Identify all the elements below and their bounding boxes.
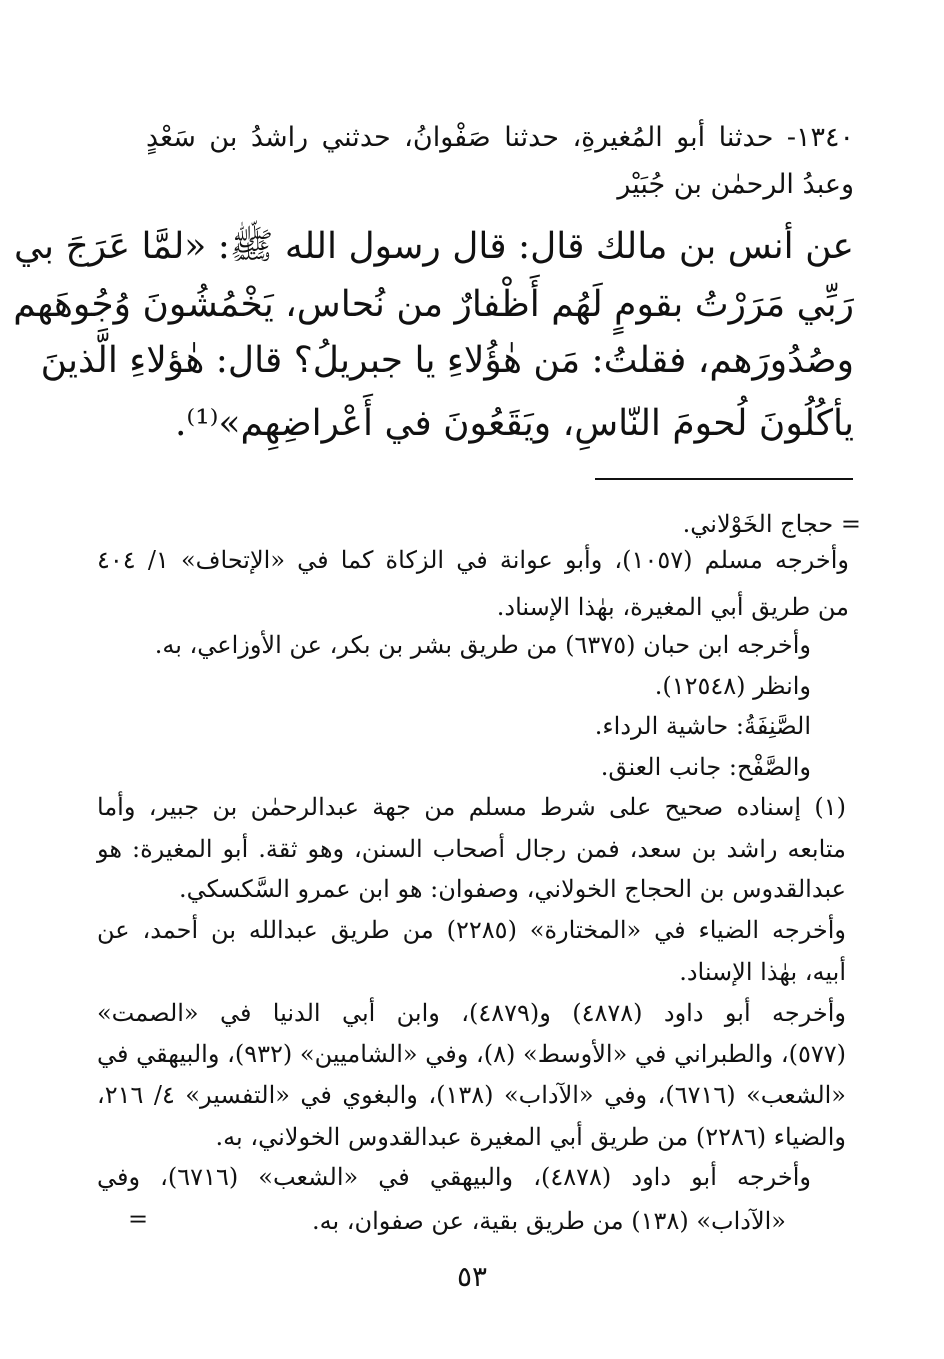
footnote-line: الصَّنِفَةُ: حاشية الرداء. [594,712,811,740]
page-number: ٥٣ [456,1260,488,1293]
footnote-1-line: وأخرجه الضياء في «المختارة» (٢٢٨٥) من طريق عبدالله بن أحمد، عن [97,916,847,944]
hadith-isnad-line-1: ١٣٤٠- حدثنا أبو المُغيرةِ، حدثنا صَفْوانُ، حدثني راشدُ بن سَعْدٍ [146,122,854,153]
footnote-1-line: (١) إسناده صحيح على شرط مسلم من جهة عبدالرحمٰن بن جبير، وأما [97,793,846,821]
continuation-mark: = [128,1205,149,1233]
footnote-line: وانظر (١٢٥٤٨). [654,672,811,700]
footnote-line: = حجاج الخَوْلاني. [682,510,861,538]
footnote-1-line: «الشعب» (٦٧١٦)، وفي «الآداب» (١٣٨)، والبغوي في «التفسير» ٤/ ٢١٦، [97,1081,846,1109]
footnote-line: والصَّفْح: جانب العنق. [600,753,811,781]
footnote-1-line: أبيه، بهٰذا الإسناد. [679,958,846,986]
hadith-text-line-4: يأكُلُونَ لُحومَ النّاسِ، ويَقَعُونَ في أَعْراضِهِم»⁽¹⁾. [174,403,854,444]
footnote-1-line: «الآداب» (١٣٨) من طريق بقية، عن صفوان، به. [311,1207,786,1235]
hadith-text-line-1: عن أنس بن مالك قال: قال رسول الله ﷺ: «لمَّا عَرَجَ بي [14,226,854,267]
footnote-1-line: عبدالقدوس بن الحجاج الخولاني، وصفوان: هو ابن عمرو السَّكسكي. [178,875,846,903]
footnote-1-line: وأخرجه أبو داود (٤٨٧٨) و(٤٨٧٩)، وابن أبي الدنيا في «الصمت» [97,999,847,1027]
footnote-line: من طريق أبي المغيرة، بهٰذا الإسناد. [496,593,849,621]
footnote-1-line: متابعه راشد بن سعد، فمن رجال أصحاب السنن، وهو ثقة. أبو المغيرة: هو [97,835,846,863]
footnote-separator [595,478,853,480]
hadith-text-line-3: وصُدُورَهم، فقلتُ: مَن هٰؤُلاءِ يا جبريلُ؟ قال: هٰؤلاءِ الَّذينَ [40,340,854,381]
hadith-text-line-2: رَبِّي مَرَرْتُ بقومٍ لَهُم أَظْفارٌ من نُحاس، يَخْمُشُونَ وُجُوهَهم [13,284,854,325]
footnote-line: وأخرجه ابن حبان (٦٣٧٥) من طريق بشر بن بكر، عن الأوزاعي، به. [154,631,811,659]
hadith-isnad-line-2: وعبدُ الرحمٰن بن جُبَيْر [617,169,854,200]
footnote-1-line: والضياء (٢٢٨٦) من طريق أبي المغيرة عبدالقدوس الخولاني، به. [215,1123,846,1151]
footnote-line: وأخرجه مسلم (١٠٥٧)، وأبو عوانة في الزكاة كما في «الإتحاف» ١/ ٤٠٤ [97,546,849,574]
footnote-1-line: وأخرجه أبو داود (٤٨٧٨)، والبيهقي في «الشعب» (٦٧١٦)، وفي [97,1163,811,1191]
footnote-1-line: (٥٧٧)، والطبراني في «الأوسط» (٨)، وفي «الشاميين» (٩٣٢)، والبيهقي في [97,1040,847,1068]
